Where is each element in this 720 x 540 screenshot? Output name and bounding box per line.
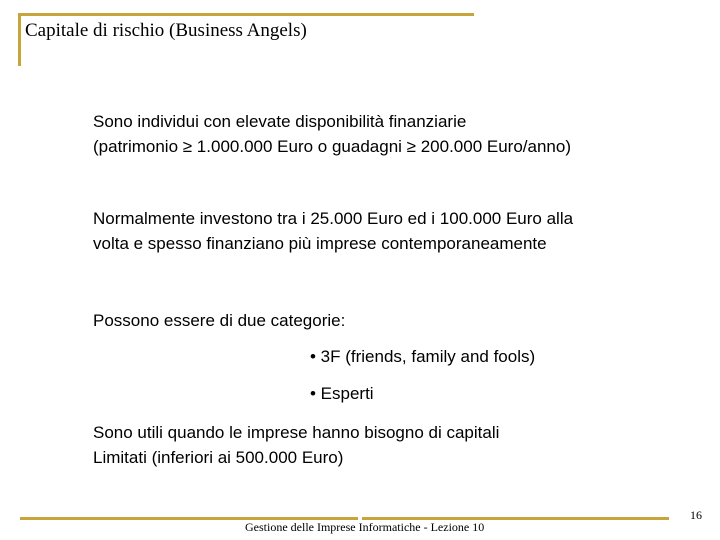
page-number: 16 — [690, 508, 702, 522]
bullet-item: • Esperti — [310, 384, 374, 403]
title-left-rule — [18, 13, 21, 66]
paragraph-usefulness — [93, 420, 499, 470]
paragraph-categories — [93, 308, 345, 333]
title-top-rule — [18, 13, 474, 16]
paragraph-investment-range — [93, 206, 573, 256]
text-line: volta e spesso finanziano più imprese contemporaneamente — [93, 234, 547, 253]
text-line: Sono utili quando le imprese hanno bisogno di capitali — [93, 423, 500, 442]
text-line: (patrimonio ≥ 1.000.000 Euro o guadagni ≥ 200.000 Euro/anno) — [93, 137, 571, 156]
paragraph-investors — [93, 109, 571, 159]
footer-text: Gestione delle Imprese Informatiche - Lezione 10 — [245, 520, 485, 534]
bullet-item: • 3F (friends, family and fools) — [310, 347, 536, 366]
text-line: Limitati (inferiori ai 500.000 Euro) — [93, 448, 344, 467]
text-line: Normalmente investono tra i 25.000 Euro ed i 100.000 Euro alla — [93, 209, 574, 228]
text-line: Possono essere di due categorie: — [93, 311, 346, 330]
text-line: Sono individui con elevate disponibilità finanziarie — [93, 112, 467, 131]
slide-title: Capitale di rischio (Business Angels) — [25, 20, 307, 41]
